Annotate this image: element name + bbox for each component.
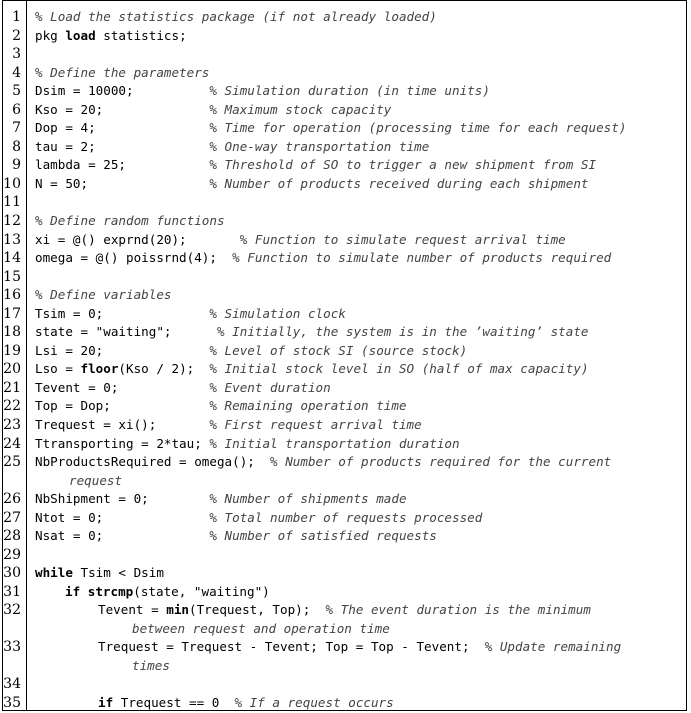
code-text: [35, 305, 673, 324]
code-comment: % First request arrival time: [209, 417, 422, 433]
line-number: 22: [3, 398, 21, 415]
code-comment: % If a request occurs: [234, 694, 394, 710]
code-comment: % Define the parameters: [35, 64, 210, 80]
code-line: [0, 27, 691, 46]
code-text: [35, 323, 673, 342]
code-segment: Kso = 20;: [35, 101, 210, 117]
code-segment: N = 50;: [35, 175, 210, 191]
line-number: 34: [3, 676, 21, 693]
code-line: [0, 694, 691, 713]
code-line: [0, 305, 691, 324]
line-number: 35: [3, 694, 21, 711]
line-number: 3: [12, 46, 21, 63]
code-text: [35, 231, 673, 250]
code-text: [35, 694, 673, 713]
line-number: 4: [12, 64, 21, 81]
code-comment: % Simulation duration (in time units): [209, 83, 490, 99]
code-segment: Lso =: [35, 361, 81, 377]
code-segment: (Kso / 2);: [118, 361, 210, 377]
code-line: [0, 675, 691, 694]
code-segment: xi = @() exprnd(20);: [35, 231, 240, 247]
code-text: [35, 564, 673, 583]
code-line: [0, 490, 691, 509]
code-comment: % Level of stock SI (source stock): [209, 342, 468, 358]
line-number: 15: [3, 268, 21, 285]
code-segment: [80, 584, 88, 599]
code-line: [0, 119, 691, 138]
line-number: 29: [3, 546, 21, 563]
code-comment: % Maximum stock capacity: [209, 101, 392, 117]
line-number: 32: [3, 602, 21, 619]
code-line: [0, 583, 691, 602]
code-text: [35, 638, 673, 675]
code-line: [0, 231, 691, 250]
code-comment: % Define variables: [35, 287, 172, 303]
code-segment: Tsim = 0;: [35, 305, 210, 321]
code-text: [35, 82, 673, 101]
line-number: 11: [3, 194, 21, 211]
code-text: [35, 360, 673, 379]
code-comment: % Remaining operation time: [209, 398, 407, 414]
code-line: [0, 638, 691, 675]
code-segment: Ntot = 0;: [35, 509, 210, 525]
line-number: 14: [3, 250, 21, 267]
line-number: 2: [12, 27, 21, 44]
code-line: [0, 212, 691, 231]
code-text: [35, 175, 673, 194]
code-text: [35, 527, 673, 546]
keyword: strcmp: [87, 583, 134, 599]
line-number: 16: [3, 287, 21, 304]
line-number: 27: [3, 509, 21, 526]
code-text: [35, 509, 673, 528]
line-number: 7: [12, 120, 21, 137]
code-text: [35, 583, 673, 602]
line-number: 18: [3, 324, 21, 341]
code-line: [0, 64, 691, 83]
line-number: 12: [3, 213, 21, 230]
code-line: [0, 156, 691, 175]
code-segment: (state, "waiting"): [133, 583, 270, 599]
code-line: [0, 323, 691, 342]
code-text: [35, 379, 673, 398]
code-segment: Tsim < Dsim: [72, 565, 164, 581]
code-comment: % Initially, the system is in the ’waiting’ state: [216, 324, 589, 340]
code-segment: Tevent =: [98, 602, 167, 618]
code-line: [0, 509, 691, 528]
code-segment: NbProductsRequired = omega();: [35, 454, 271, 470]
code-segment: statistics;: [95, 27, 187, 43]
code-line: [0, 82, 691, 101]
code-comment-continuation: request: [69, 472, 123, 488]
code-comment: % Initial transportation duration: [209, 435, 460, 451]
line-number: 9: [12, 157, 21, 174]
code-segment: Trequest = xi();: [35, 417, 210, 433]
code-segment: Lsi = 20;: [35, 342, 210, 358]
code-text: [35, 101, 673, 120]
code-comment: % Load the statistics package (if not already loaded): [35, 9, 437, 24]
code-comment: % One-way transportation time: [209, 138, 430, 154]
code-segment: Tevent = 0;: [35, 379, 210, 395]
line-number: 8: [12, 138, 21, 155]
keyword: if: [98, 694, 114, 710]
keyword: load: [65, 27, 96, 43]
code-line: [0, 601, 691, 638]
code-comment-continuation: between request and operation time: [132, 620, 390, 636]
code-line: [0, 453, 691, 490]
line-number: 19: [3, 342, 21, 359]
code-line: [0, 564, 691, 583]
code-line: [0, 138, 691, 157]
code-text: [35, 27, 673, 46]
code-line: [0, 45, 691, 64]
line-number: 25: [3, 454, 21, 471]
line-number: 13: [3, 231, 21, 248]
line-number: 21: [3, 379, 21, 396]
code-comment: % Threshold of SO to trigger a new shipment from SI: [209, 157, 597, 173]
code-comment: % Function to simulate number of products required: [232, 250, 612, 266]
line-number: 24: [3, 435, 21, 452]
code-segment: NbShipment = 0;: [35, 491, 210, 507]
code-line: [0, 268, 691, 287]
code-segment: omega = @() poissrnd(4);: [35, 250, 233, 266]
code-line: [0, 379, 691, 398]
keyword: min: [166, 602, 189, 618]
code-line: [0, 8, 691, 27]
code-text: [35, 397, 673, 416]
code-text: [35, 138, 673, 157]
code-line: [0, 435, 691, 454]
code-comment: % Initial stock level in SO (half of max capacity): [209, 361, 589, 377]
code-text: [35, 212, 673, 231]
code-comment: % Time for operation (processing time for each request): [209, 120, 627, 136]
code-segment: Top = Dop;: [35, 398, 210, 414]
line-number: 23: [3, 417, 21, 434]
code-line: [0, 546, 691, 565]
code-segment: state = "waiting";: [35, 324, 217, 340]
line-number: 10: [3, 175, 21, 192]
code-line: [0, 527, 691, 546]
code-segment: Trequest = Trequest - Tevent; Top = Top - Tevent;: [98, 639, 485, 655]
code-line: [0, 175, 691, 194]
keyword: floor: [80, 361, 119, 377]
code-line: [0, 416, 691, 435]
code-text: [35, 435, 673, 454]
code-text: [35, 416, 673, 435]
code-comment-continuation: times: [132, 657, 170, 673]
code-comment: % Number of products received during each shipment: [209, 175, 589, 191]
line-number: 1: [12, 9, 21, 25]
line-number: 33: [3, 639, 21, 656]
line-number: 28: [3, 528, 21, 545]
code-comment: % The event duration is the minimum: [325, 602, 591, 618]
code-segment: Nsat = 0;: [35, 528, 210, 544]
code-line: [0, 249, 691, 268]
code-comment: % Function to simulate request arrival time: [239, 231, 566, 247]
code-comment: % Number of shipments made: [209, 491, 407, 507]
code-line: [0, 101, 691, 120]
code-line: [0, 286, 691, 305]
line-number: 6: [12, 101, 21, 118]
code-text: [35, 453, 673, 490]
code-text: [35, 156, 673, 175]
code-comment: % Number of satisfied requests: [209, 528, 437, 544]
code-segment: Dop = 4;: [35, 120, 210, 136]
line-number: 26: [3, 491, 21, 508]
code-comment: % Update remaining: [484, 639, 622, 655]
code-text: [35, 64, 673, 83]
code-segment: Dsim = 10000;: [35, 83, 210, 99]
code-comment: % Total number of requests processed: [209, 509, 483, 525]
code-comment: % Simulation clock: [209, 305, 346, 321]
code-segment: Trequest == 0: [113, 694, 235, 710]
line-number: 5: [12, 83, 21, 100]
code-line: [0, 193, 691, 212]
code-text: [35, 342, 673, 361]
code-comment: % Event duration: [209, 379, 331, 395]
code-line: [0, 397, 691, 416]
code-segment: pkg: [35, 27, 66, 43]
line-number: 20: [3, 361, 21, 378]
code-text: [35, 249, 673, 268]
code-text: [35, 8, 673, 27]
code-comment: % Define random functions: [35, 213, 225, 229]
line-number: 30: [3, 565, 21, 582]
code-text: [35, 119, 673, 138]
keyword: if: [65, 583, 81, 599]
code-segment: lambda = 25;: [35, 157, 210, 173]
code-segment: (Trequest, Top);: [189, 602, 326, 618]
code-text: [35, 601, 673, 638]
code-line: [0, 342, 691, 361]
code-line: [0, 360, 691, 379]
code-segment: tau = 2;: [35, 138, 210, 154]
keyword: while: [35, 565, 73, 581]
code-segment: Ttransporting = 2*tau;: [35, 435, 210, 451]
code-listing: [0, 8, 691, 713]
code-text: [35, 490, 673, 509]
code-text: [35, 286, 673, 305]
line-number: 31: [3, 583, 21, 600]
line-number: 17: [3, 305, 21, 322]
code-comment: % Number of products required for the current: [270, 454, 612, 470]
